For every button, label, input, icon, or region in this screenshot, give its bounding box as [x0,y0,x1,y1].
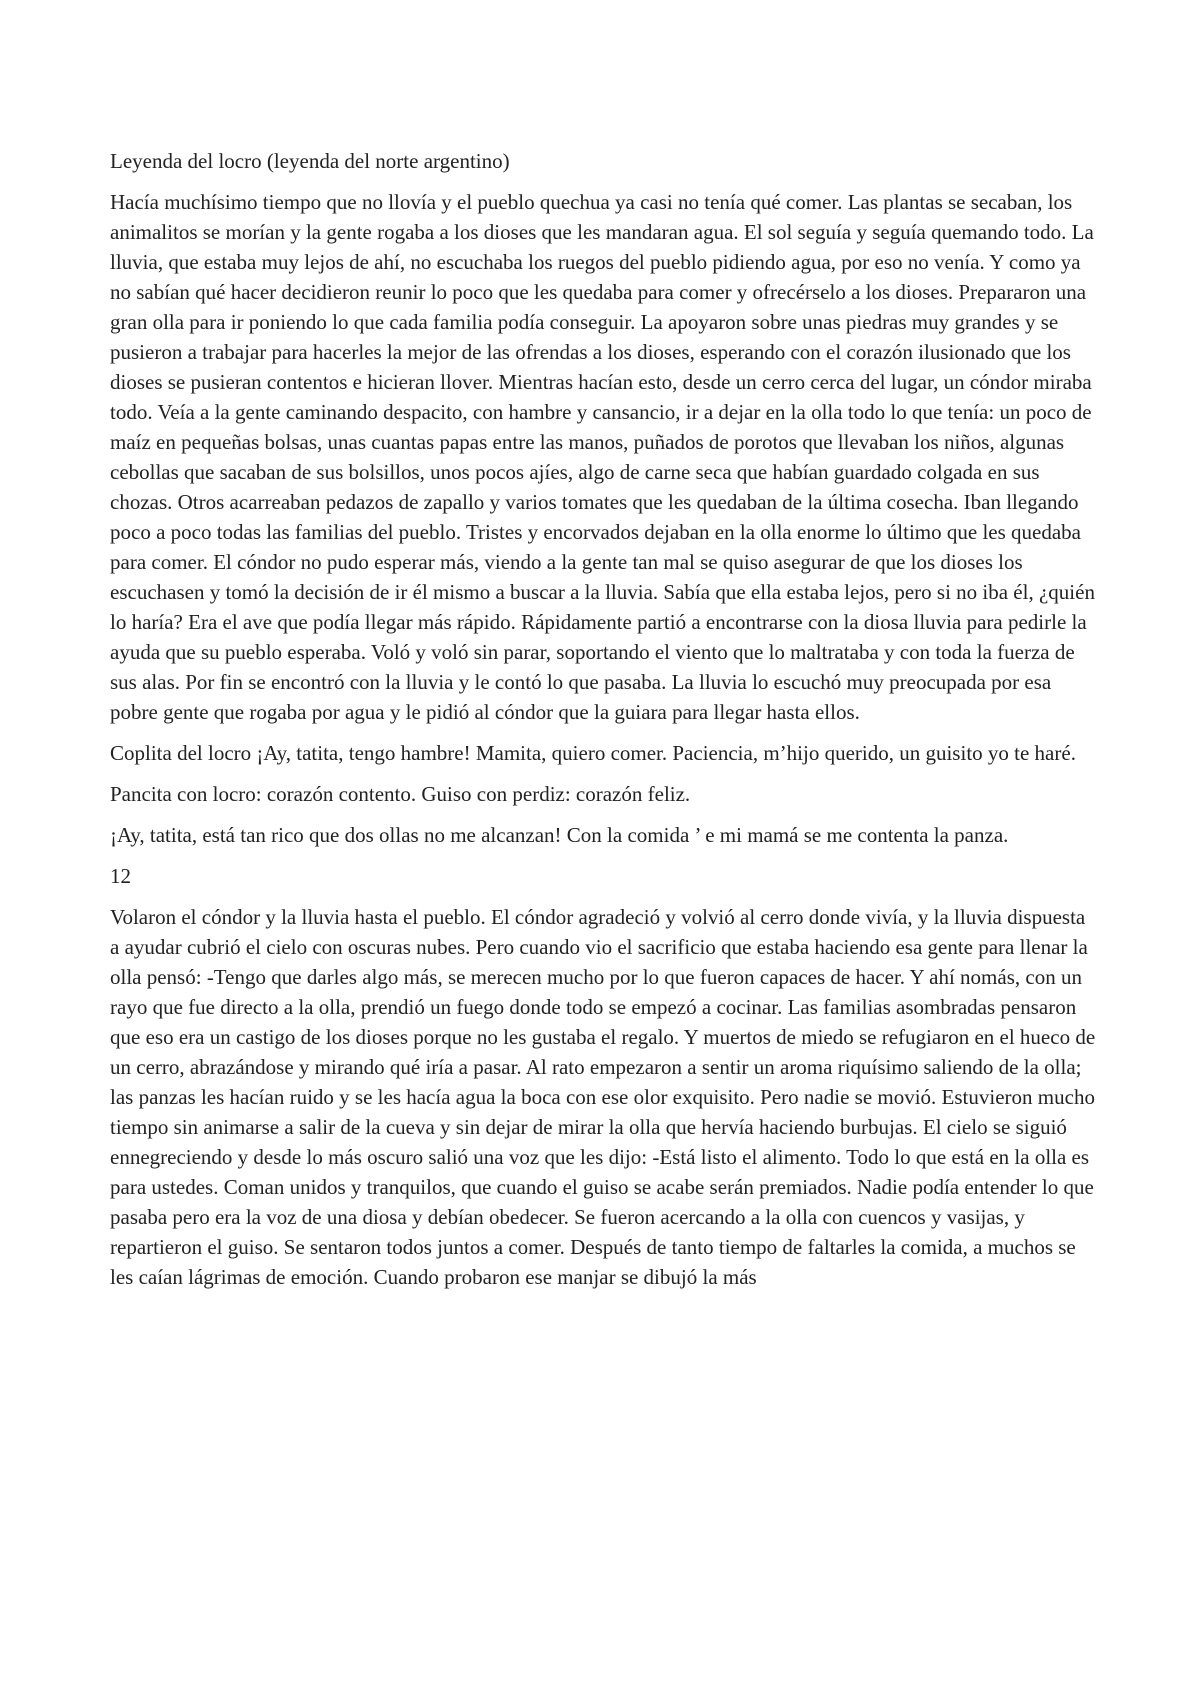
paragraph-pancita: Pancita con locro: corazón contento. Guiso con perdiz: corazón feliz. [110,782,691,806]
page-number: 12 [110,864,131,888]
document-title: Leyenda del locro (leyenda del norte argentino) [110,149,510,173]
document-body [110,146,1098,1303]
paragraph-legend-part-1: Hacía muchísimo tiempo que no llovía y el pueblo quechua ya casi no tenía qué comer. Las plantas se secaban, los animalitos se morían y la gente rogaba a los dioses que les mandaran agua. El sol seguía y seguía quemando todo. La lluvia, que estaba muy lejos de ahí, no escuchaba los ruegos del pueblo pidiendo agua, por eso no venía. Y como ya no sabían qué hacer decidieron reunir lo poco que les quedaba para comer y ofrecérselo a los dioses. Prepararon una gran olla para ir poniendo lo que cada familia podía conseguir. La apoyaron sobre unas piedras muy grandes y se pusieron a trabajar para hacerles la mejor de las ofrendas a los dioses, esperando con el corazón ilusionado que los dioses se pusieran contentos e hicieran llover. Mientras hacían esto, desde un cerro cerca del lugar, un cóndor miraba todo. Veía a la gente caminando despacito, con hambre y cansancio, ir a dejar en la olla todo lo que tenía: un poco de maíz en pequeñas bolsas, unas cuantas papas entre las manos, puñados de porotos que llevaban los niños, algunas cebollas que sacaban de sus bolsillos, unos pocos ajíes, algo de carne seca que habían guardado colgada en sus chozas. Otros acarreaban pedazos de zapallo y varios tomates que les quedaban de la última cosecha. Iban llegando poco a poco todas las familias del pueblo. Tristes y encorvados dejaban en la olla enorme lo último que les quedaba para comer. El cóndor no pudo esperar más, viendo a la gente tan mal se quiso asegurar de que los dioses los escuchasen y tomó la decisión de ir él mismo a buscar a la lluvia. Sabía que ella estaba lejos, pero si no iba él, ¿quién lo haría? Era el ave que podía llegar más rápido. Rápidamente partió a encontrarse con la diosa lluvia para pedirle la ayuda que su pueblo esperaba. Voló y voló sin parar, soportando el viento que lo maltrataba y con toda la fuerza de sus alas. Por fin se encontró con la lluvia y le contó lo que pasaba. La lluvia lo escuchó muy preocupada por esa pobre gente que rogaba por agua y le pidió al cóndor que la guiara para llegar hasta ellos. [110,190,1095,724]
paragraph-ay-tatita: ¡Ay, tatita, está tan rico que dos ollas no me alcanzan! Con la comida ’ e mi mamá se me contenta la panza. [110,823,1009,847]
paragraph-coplita: Coplita del locro ¡Ay, tatita, tengo hambre! Mamita, quiero comer. Paciencia, m’hijo querido, un guisito yo te haré. [110,741,1076,765]
paragraph-legend-part-2: Volaron el cóndor y la lluvia hasta el pueblo. El cóndor agradeció y volvió al cerro donde vivía, y la lluvia dispuesta a ayudar cubrió el cielo con oscuras nubes. Pero cuando vio el sacrificio que estaba haciendo esa gente para llenar la olla pensó: -Tengo que darles algo más, se merecen mucho por lo que fueron capaces de hacer. Y ahí nomás, con un rayo que fue directo a la olla, prendió un fuego donde todo se empezó a cocinar. Las familias asombradas pensaron que eso era un castigo de los dioses porque no les gustaba el regalo. Y muertos de miedo se refugiaron en el hueco de un cerro, abrazándose y mirando qué iría a pasar. Al rato empezaron a sentir un aroma riquísimo saliendo de la olla; las panzas les hacían ruido y se les hacía agua la boca con ese olor exquisito. Pero nadie se movió. Estuvieron mucho tiempo sin animarse a salir de la cueva y sin dejar de mirar la olla que hervía haciendo burbujas. El cielo se siguió ennegreciendo y desde lo más oscuro salió una voz que les dijo: -Está listo el alimento. Todo lo que está en la olla es para ustedes. Coman unidos y tranquilos, que cuando el guiso se acabe serán premiados. Nadie podía entender lo que pasaba pero era la voz de una diosa y debían obedecer. Se fueron acercando a la olla con cuencos y vasijas, y repartieron el guiso. Se sentaron todos juntos a comer. Después de tanto tiempo de faltarles la comida, a muchos se les caían lágrimas de emoción. Cuando probaron ese manjar se dibujó la más [110,905,1096,1289]
